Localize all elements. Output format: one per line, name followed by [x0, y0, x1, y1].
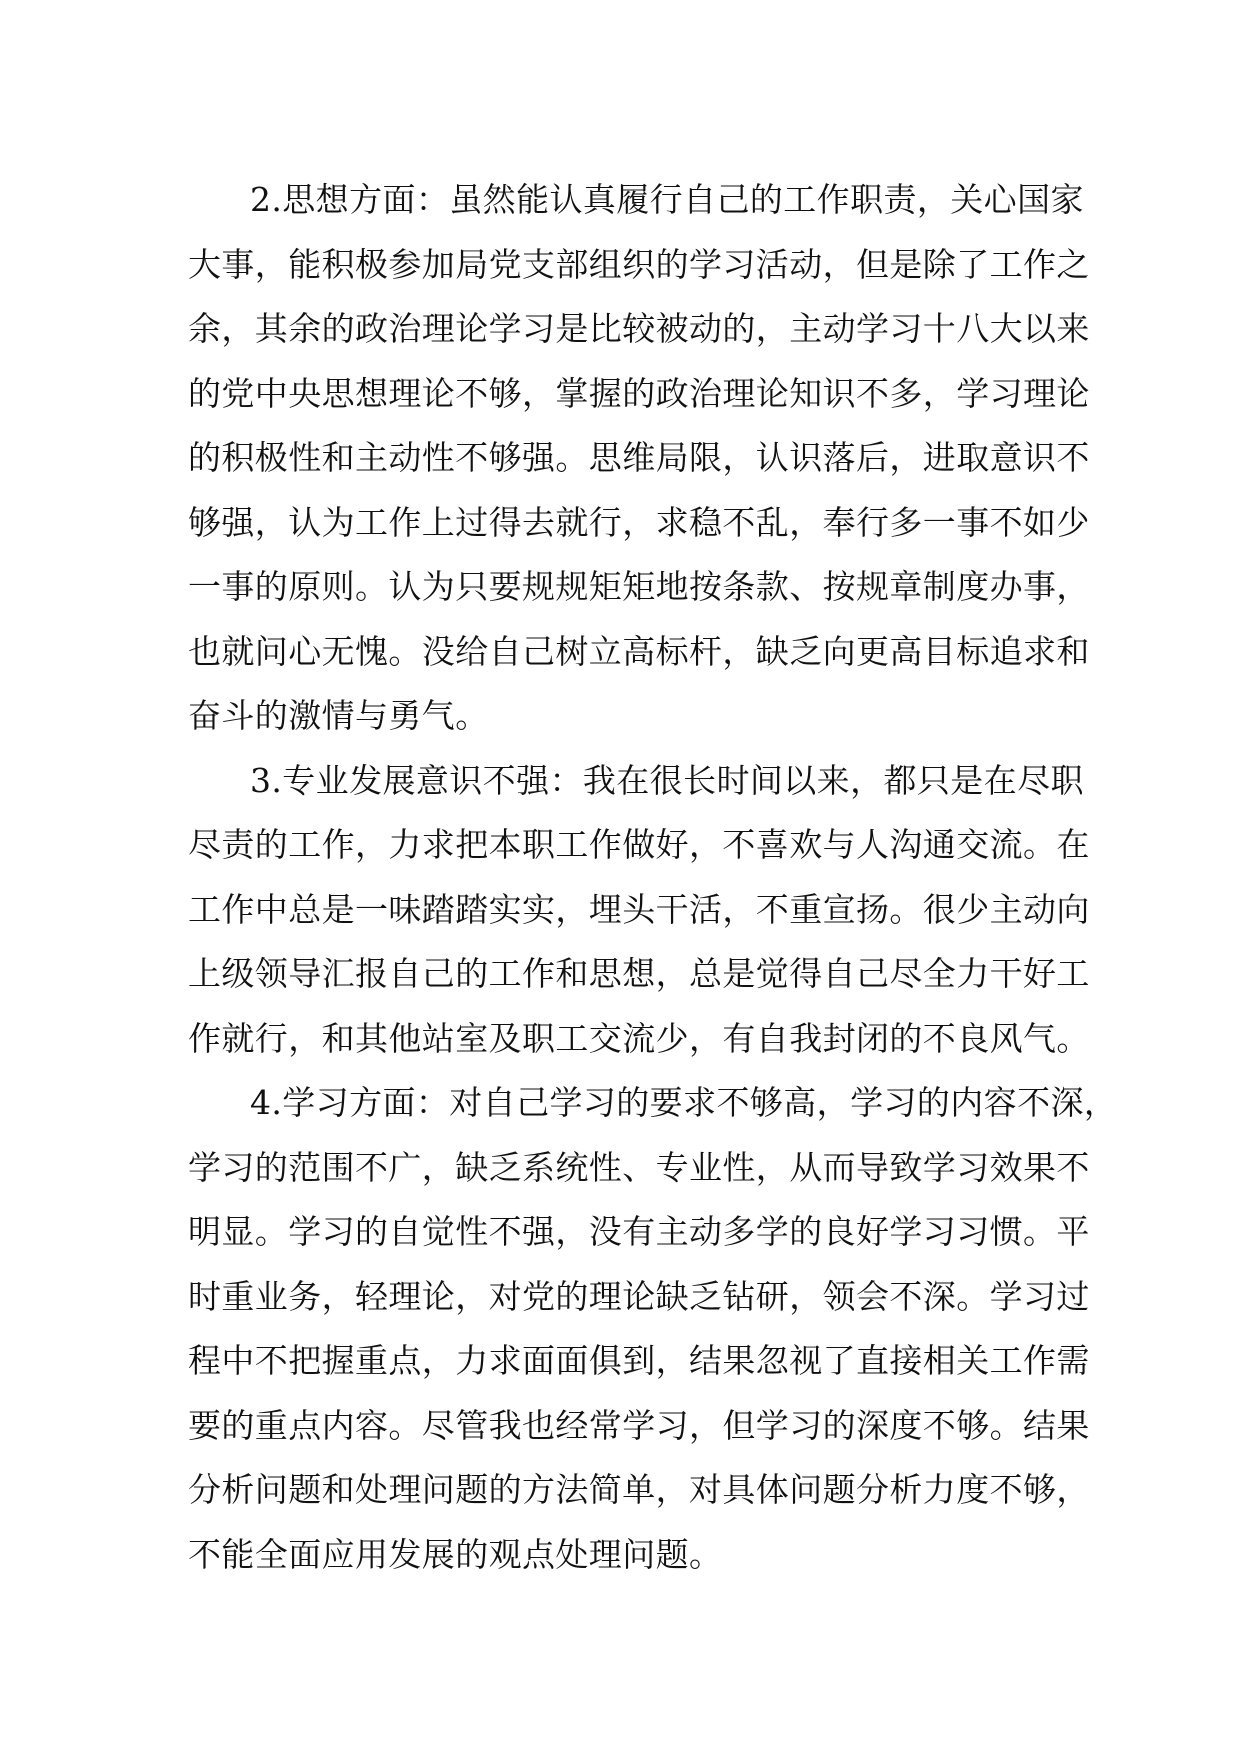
paragraph-line: 程中不把握重点，力求面面俱到，结果忽视了直接相关工作需 [188, 1341, 1090, 1380]
paragraph-line: 2.思想方面：虽然能认真履行自己的工作职责，关心国家 [250, 180, 1084, 219]
paragraph-line: 作就行，和其他站室及职工交流少，有自我封闭的不良风气。 [188, 1018, 1090, 1058]
paragraph-line: 3.专业发展意识不强：我在很长时间以来，都只是在尽职 [250, 760, 1084, 800]
paragraph-line: 要的重点内容。尽管我也经常学习，但学习的深度不够。结果 [188, 1405, 1090, 1445]
paragraph-line: 4.学习方面：对自己学习的要求不够高，学习的内容不深， [250, 1083, 1118, 1122]
paragraph-line: 的党中央思想理论不够，掌握的政治理论知识不多，学习理论 [188, 373, 1090, 413]
paragraph-line: 余，其余的政治理论学习是比较被动的，主动学习十八大以来 [188, 309, 1090, 348]
paragraph-thinking [188, 168, 1090, 749]
paragraph-professional-development [188, 749, 1090, 1072]
paragraph-line: 够强，认为工作上过得去就行，求稳不乱，奉行多一事不如少 [188, 502, 1090, 542]
paragraph-line: 的积极性和主动性不够强。思维局限，认识落后，进取意识不 [188, 438, 1090, 477]
paragraph-line: 上级领导汇报自己的工作和思想，总是觉得自己尽全力干好工 [188, 954, 1090, 993]
paragraph-line: 明显。学习的自觉性不强，没有主动多学的良好学习习惯。平 [188, 1212, 1090, 1251]
paragraph-line: 工作中总是一味踏踏实实，埋头干活，不重宣扬。很少主动向 [188, 889, 1090, 929]
paragraph-line: 也就问心无愧。没给自己树立高标杆，缺乏向更高目标追求和 [188, 631, 1090, 671]
paragraph-line: 尽责的工作，力求把本职工作做好，不喜欢与人沟通交流。在 [188, 825, 1090, 864]
document-body [188, 168, 1118, 1587]
paragraph-learning [188, 1071, 1118, 1587]
paragraph-line: 学习的范围不广，缺乏系统性、专业性，从而导致学习效果不 [188, 1147, 1090, 1187]
paragraph-line: 时重业务，轻理论，对党的理论缺乏钻研，领会不深。学习过 [188, 1276, 1090, 1316]
paragraph-line: 一事的原则。认为只要规规矩矩地按条款、按规章制度办事， [188, 567, 1090, 606]
paragraph-line: 大事，能积极参加局党支部组织的学习活动，但是除了工作之 [188, 244, 1090, 284]
paragraph-line: 分析问题和处理问题的方法简单，对具体问题分析力度不够， [188, 1470, 1090, 1509]
paragraph-line: 不能全面应用发展的观点处理问题。 [188, 1534, 723, 1574]
paragraph-line: 奋斗的激情与勇气。 [188, 696, 489, 735]
